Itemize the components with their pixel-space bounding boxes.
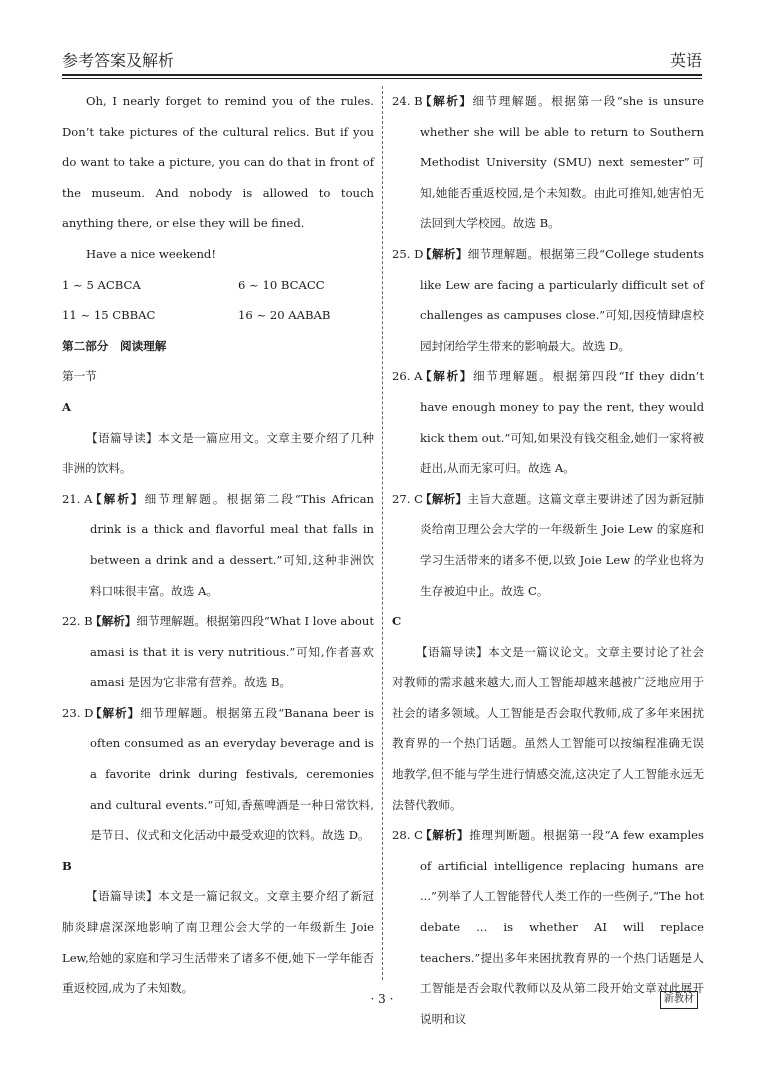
analysis-tag: 【解析】 [420,94,473,108]
passage-b-intro: 【语篇导读】本文是一篇记叙文。文章主要介绍了新冠肺炎肆虐深深地影响了南卫理公会大学的一年级新生 Joie Lew,给她的家庭和学习生活带来了诸多不便,她下一学年能否重返校园,成为了未知数。 [62,889,374,996]
answer-range: 16 ~ 20 AABAB [238,308,331,323]
analysis-tag: 【解析】 [90,705,141,720]
answer-range: 6 ~ 10 BCACC [238,277,325,292]
answer-item-25 [392,239,704,361]
item-number: 21. A [62,491,93,506]
page-number: · 3 · [370,992,394,1006]
item-explanation: 细节理解题。根据第四段“What I love about amasi is that it is very nutritious.”可知,作者喜欢 amasi 是因为它非常有营养。故选 B。 [90,614,374,690]
analysis-tag: 【解析】 [420,246,468,261]
item-explanation: 主旨大意题。这篇文章主要讲述了因为新冠肺炎给南卫理公会大学的一年级新生 Joie Lew 的家庭和学习生活带来的诸多不便,以致 Joie Lew 的学业也将为生存被迫中止。故选 C。 [420,491,704,598]
analysis-tag: 【解析】 [420,369,473,384]
answer-range: 1 ~ 5 ACBCA [62,277,141,292]
passage-heading-a: A [62,399,71,414]
answer-item-24 [392,86,704,239]
header-rule-thin [62,78,702,79]
left-column [62,86,374,1004]
passage-c-intro: 【语篇导读】本文是一篇议论文。文章主要讨论了社会对教师的需求越来越大,而人工智能却越来越被广泛地应用于社会的诸多领域。人工智能是否会取代教师,成了多年来困扰教育界的一个热门话题。虽然人工智能可以按编程准确无误地教学,但不能与学生进行情感交流,这决定了人工智能永远无法替代教师。 [392,644,704,812]
item-explanation: 细节理解题。根据第五段“Banana beer is often consumed as an everyday beverage and is a favorite drink during festivals, ceremonies and cultural events.”可知,香蕉啤酒是一种日常饮料,是节日、仪式和文化活动中最受欢迎的饮料。故选 D。 [90,705,374,843]
right-column [392,86,704,1034]
header-subject: 英语 [669,51,702,70]
section-title: 第一节 [62,369,97,384]
analysis-tag: 【解析】 [90,491,145,506]
passage-a-intro: 【语篇导读】本文是一篇应用文。文章主要介绍了几种非洲的饮料。 [62,430,374,476]
item-number: 24. B [392,94,423,108]
answer-item-26 [392,361,704,483]
column-divider [382,86,383,980]
item-explanation: 细节理解题。根据第二段“This African drink is a thick and flavorful meal that falls in between a drink and a dessert.”可知,这种非洲饮料口味很丰富。故选 A。 [90,491,374,598]
item-number: 22. B [62,614,93,629]
passage-heading-b: B [62,858,72,873]
part-title: 第二部分 阅读理解 [62,338,167,353]
analysis-tag: 【解析】 [90,614,137,629]
item-number: 28. C [392,828,423,843]
page-header [62,46,702,74]
closing-line: Have a nice weekend! [86,246,217,261]
answer-item-23 [62,698,374,851]
item-explanation: 细节理解题。根据第四段“If they didn’t have enough money to pay the rent, they would kick them out.”可知,如果没有钱交租金,她们一家将被赶出,从而无家可归。故选 A。 [420,369,704,476]
item-number: 26. A [392,369,423,384]
intro-paragraph: Oh, I nearly forget to remind you of the rules. Don’t take pictures of the cultural relics. But if you do want to take a picture, you can do that in front of the museum. And nobody is allowed to touch anything there, or else they will be fined. [62,94,374,231]
item-explanation: 推理判断题。根据第一段“A few examples of artificial intelligence replacing humans are ...”列举了人工智能替代人类工作的一些例子,“The hot debate ... is whether AI will replace teachers.”提出多年来困扰教育界的一个热门话题是人工智能是否会取代教师以及从第二段开始文章对此展开说明和议 [420,828,704,1026]
analysis-tag: 【解析】 [420,491,468,506]
item-number: 23. D [62,705,94,720]
passage-heading-c: C [392,614,402,629]
item-explanation: 细节理解题。根据第一段“she is unsure whether she will be able to return to Southern Methodist University (SMU) next semester”可知,她能否重返校园,是个未知数。由此可推知,她害怕无法回到大学校园。故选 B。 [420,94,704,231]
answer-row [62,270,374,301]
answer-item-21 [62,484,374,606]
item-number: 27. C [392,491,423,506]
header-rule-thick [62,74,702,76]
analysis-tag: 【解析】 [420,828,470,843]
header-title: 参考答案及解析 [62,51,175,70]
edition-badge: 新教材 [660,991,698,1009]
answer-range: 11 ~ 15 CBBAC [62,308,156,323]
answer-row [62,300,374,331]
item-number: 25. D [392,246,424,261]
item-explanation: 细节理解题。根据第三段“College students like Lew are facing a particularly difficult set of challenges as campuses close.”可知,因疫情肆虐校园封闭给学生带来的影响最大。故选 D。 [420,246,704,353]
answer-item-27 [392,484,704,606]
answer-item-22 [62,606,374,698]
